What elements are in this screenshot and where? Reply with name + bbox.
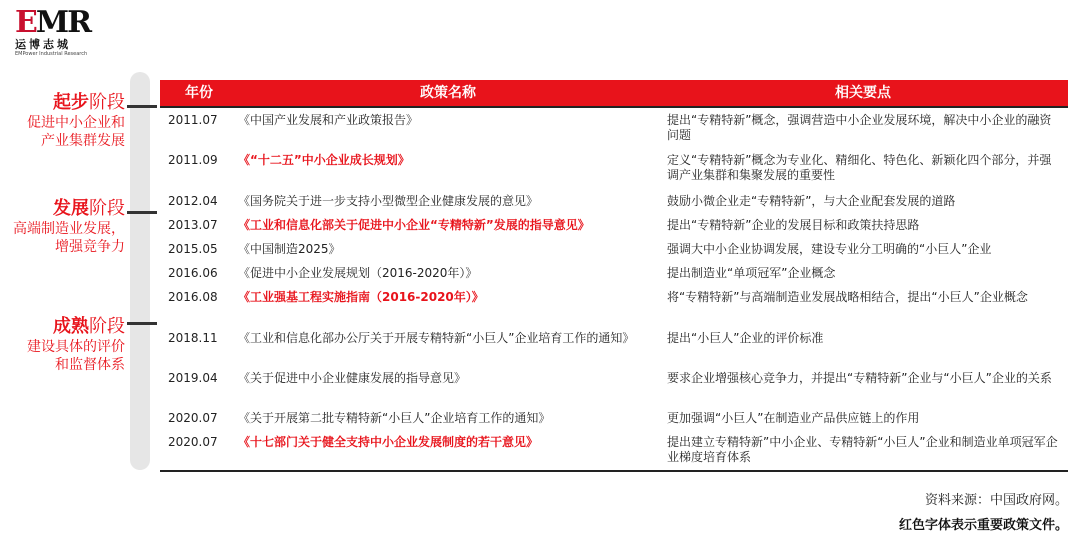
- stage-title: [27, 92, 125, 114]
- legend-note: 红色字体表示重要政策文件。: [898, 518, 1068, 533]
- stage-desc-line1: 建设具体的评价: [27, 339, 125, 355]
- source-note: 资料来源：中国政府网。: [924, 493, 1068, 508]
- stage-desc-line2: 产业集群发展: [41, 133, 125, 149]
- logo-mark-e: E: [15, 5, 36, 40]
- timeline-bar: [130, 72, 150, 470]
- row-policy: 《十七部门关于健全支持中小企业发展制度的若干意见》: [238, 435, 539, 449]
- stage-development: [13, 198, 125, 256]
- header-year: 年份: [185, 85, 213, 101]
- row-year: 2016.06: [168, 266, 218, 280]
- row-policy: 《工业和信息化部关于促进中小企业“专精特新”发展的指导意见》: [238, 218, 590, 232]
- row-year: 2012.04: [168, 194, 218, 208]
- table-header: [160, 80, 1068, 106]
- row-year: 2016.08: [168, 290, 218, 304]
- stage-desc-line2: 和监督体系: [55, 357, 125, 373]
- row-policy: 《关于开展第二批专精特新“小巨人”企业培育工作的通知》: [238, 411, 551, 425]
- stage-connector-development: [127, 211, 157, 214]
- row-policy: 《“十二五”中小企业成长规划》: [238, 153, 410, 167]
- logo-chinese-name: 运博志城: [15, 38, 71, 51]
- row-points: 提出建立专精特新”中小企业、专精特新“小巨人”企业和制造业单项冠军企业梯度培育体系: [667, 435, 1058, 464]
- header-rule: [160, 106, 1068, 108]
- row-policy: 《关于促进中小企业健康发展的指导意见》: [238, 371, 467, 385]
- row-points: 强调大中小企业协调发展，建设专业分工明确的“小巨人”企业: [667, 242, 992, 256]
- row-policy: 《国务院关于进一步支持小型微型企业健康发展的意见》: [238, 194, 539, 208]
- row-points: 提出制造业“单项冠军”企业概念: [667, 266, 836, 280]
- stage-title-bold: 起步: [53, 92, 89, 113]
- row-year: 2018.11: [168, 331, 218, 345]
- logo: [15, 5, 105, 60]
- logo-english-name: EMPower Industrial Research: [15, 51, 88, 57]
- row-year: 2011.07: [168, 113, 218, 127]
- logo-mark-mr: MR: [35, 5, 91, 40]
- stage-connector-startup: [127, 105, 157, 108]
- row-points: 将“专精特新”与高端制造业发展战略相结合，提出“小巨人”企业概念: [667, 290, 1028, 304]
- row-policy: 《促进中小企业发展规划（2016-2020年）》: [238, 266, 478, 280]
- row-points: 提出“专精特新”企业的发展目标和政策扶持思路: [667, 218, 920, 232]
- row-year: 2015.05: [168, 242, 218, 256]
- stage-startup: [27, 92, 125, 150]
- row-year: 2013.07: [168, 218, 218, 232]
- stage-title-suffix: 阶段: [89, 198, 125, 219]
- row-year: 2020.07: [168, 411, 218, 425]
- row-policy: 《中国制造2025》: [238, 242, 341, 256]
- stage-desc-line1: 高端制造业发展，: [13, 221, 125, 237]
- stage-title: [27, 316, 125, 338]
- stage-title-suffix: 阶段: [89, 316, 125, 337]
- row-points: 要求企业增强核心竞争力，并提出“专精特新”企业与“小巨人”企业的关系: [667, 371, 1052, 385]
- stage-connector-mature: [127, 322, 157, 325]
- header-policy: 政策名称: [420, 85, 476, 101]
- stage-desc-line2: 增强竞争力: [55, 239, 125, 255]
- row-year: 2020.07: [168, 435, 218, 449]
- stage-mature: [27, 316, 125, 374]
- row-points: 定义“专精特新”概念为专业化、精细化、特色化、新颖化四个部分，并强调产业集群和集聚发展的重要性: [667, 153, 1052, 182]
- stage-title-bold: 成熟: [53, 316, 89, 337]
- stage-desc-line1: 促进中小企业和: [27, 115, 125, 131]
- row-points: 提出“小巨人”企业的评价标准: [667, 331, 824, 345]
- row-points: 提出“专精特新”概念，强调营造中小企业发展环境，解决中小企业的融资问题: [667, 113, 1052, 142]
- row-year: 2011.09: [168, 153, 218, 167]
- row-policy: 《工业和信息化部办公厅关于开展专精特新“小巨人”企业培育工作的通知》: [238, 331, 635, 345]
- stage-title-bold: 发展: [53, 198, 89, 219]
- row-policy: 《中国产业发展和产业政策报告》: [238, 113, 419, 127]
- logo-mark: [15, 5, 105, 40]
- bottom-rule: [160, 470, 1068, 472]
- stage-title-suffix: 阶段: [89, 92, 125, 113]
- stage-title: [13, 198, 125, 220]
- row-year: 2019.04: [168, 371, 218, 385]
- row-points: 更加强调“小巨人”在制造业产品供应链上的作用: [667, 411, 920, 425]
- header-points: 相关要点: [835, 85, 891, 101]
- row-points: 鼓励小微企业走“专精特新”，与大企业配套发展的道路: [667, 194, 956, 208]
- row-policy: 《工业强基工程实施指南（2016-2020年）》: [238, 290, 484, 304]
